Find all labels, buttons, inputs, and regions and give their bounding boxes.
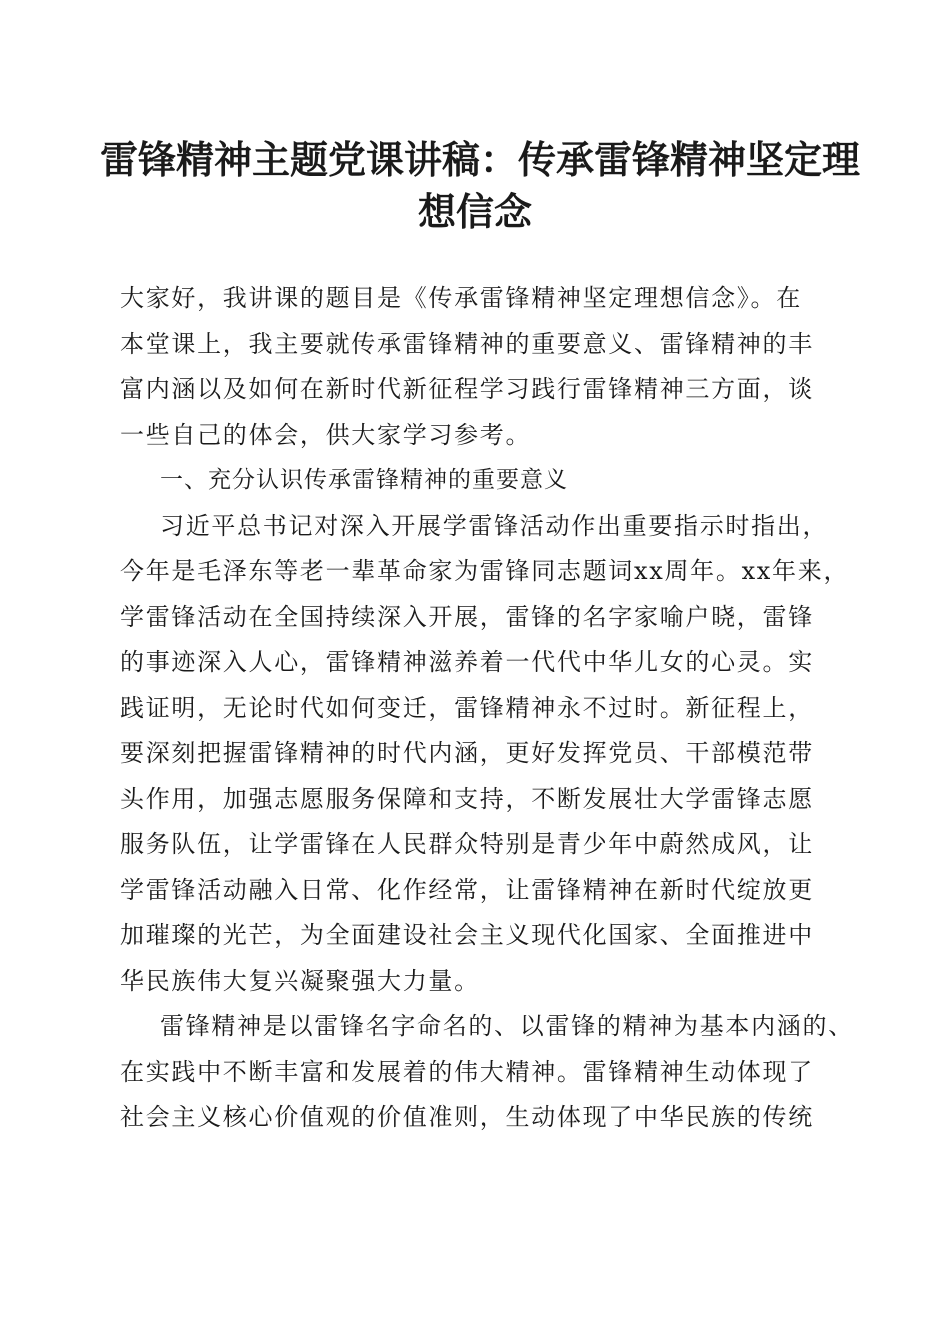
text-line: 学雷锋活动在全国持续深入开展，雷锋的名字家喻户晓，雷锋	[120, 602, 814, 631]
text-line: 加璀璨的光芒，为全面建设社会主义现代化国家、全面推进中	[120, 921, 814, 949]
text-line: 大家好，我讲课的题目是《传承雷锋精神坚定理想信念》。在	[120, 284, 802, 312]
body-paragraph-2	[120, 1004, 854, 1141]
text-line: 今年是毛泽东等老一辈革命家为雷锋同志题词xx周年。xx年来，	[120, 557, 850, 585]
text-line: 华民族伟大复兴凝聚强大力量。	[120, 966, 480, 995]
title-line-1: 雷锋精神主题党课讲稿：传承雷锋精神坚定理	[100, 137, 861, 182]
section-heading: 一、充分认识传承雷锋精神的重要意义	[160, 467, 568, 493]
text-line: 本堂课上，我主要就传承雷锋精神的重要意义、雷锋精神的丰	[120, 329, 814, 358]
document-title	[100, 134, 861, 238]
text-line: 学雷锋活动融入日常、化作经常，让雷锋精神在新时代绽放更	[120, 875, 814, 904]
body-paragraph-1	[120, 504, 850, 1005]
text-line: 习近平总书记对深入开展学雷锋活动作出重要指示时指出，	[160, 511, 829, 540]
text-line: 要深刻把握雷锋精神的时代内涵，更好发挥党员、干部模范带	[120, 739, 814, 767]
document-body	[120, 276, 854, 1141]
text-line: 雷锋精神是以雷锋名字命名的、以雷锋的精神为基本内涵的、	[160, 1012, 854, 1040]
text-line: 富内涵以及如何在新时代新征程学习践行雷锋精神三方面，谈	[120, 375, 814, 403]
intro-paragraph	[120, 276, 832, 458]
text-line: 的事迹深入人心，雷锋精神滋养着一代代中华儿女的心灵。实	[120, 648, 814, 676]
text-line: 在实践中不断丰富和发展着的伟大精神。雷锋精神生动体现了	[120, 1057, 814, 1086]
text-line: 一些自己的体会，供大家学习参考。	[120, 420, 532, 449]
text-line: 社会主义核心价值观的价值准则，生动体现了中华民族的传统	[120, 1103, 814, 1131]
text-line: 头作用，加强志愿服务保障和支持，不断发展壮大学雷锋志愿	[120, 784, 814, 813]
text-line: 服务队伍，让学雷锋在人民群众特别是青少年中蔚然成风，让	[120, 830, 814, 858]
title-line-2: 想信念	[417, 189, 532, 234]
text-line: 践证明，无论时代如何变迁，雷锋精神永不过时。新征程上，	[120, 693, 814, 722]
